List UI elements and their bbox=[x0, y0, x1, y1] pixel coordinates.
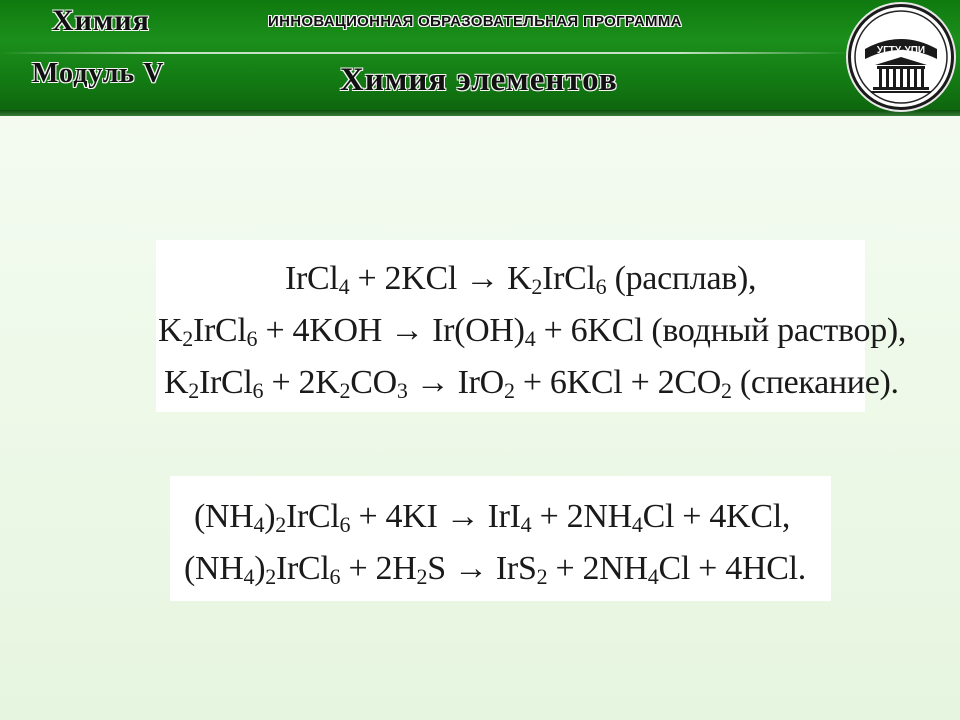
equations-panel-2 bbox=[170, 476, 831, 601]
university-building-icon bbox=[851, 7, 951, 107]
program-title: ИННОВАЦИОННАЯ ОБРАЗОВАТЕЛЬНАЯ ПРОГРАММА bbox=[268, 13, 682, 30]
equation-3: $K_2IrCl_6 + 2K_2CO_3 \to IrO_2 + 6KCl + 2CO_2$ (спекание). bbox=[164, 364, 899, 403]
equation-2: $K_2IrCl_6 + 4KOH \to Ir(OH)_4 + 6KCl$ (водный раствор), bbox=[158, 312, 907, 351]
module-title: Модуль V bbox=[32, 58, 165, 89]
subject-title: Химия bbox=[52, 4, 150, 37]
topic-title: Химия элементов bbox=[340, 62, 618, 98]
logo-text: УГТУ-УПИ bbox=[876, 45, 926, 56]
equation-4: $(NH_4)_2IrCl_6 + 4KI \to IrI_4 + 2NH_4Cl + 4KCl$, bbox=[194, 498, 791, 537]
equation-1: IrCl$_4$ + $2KCl \to K_2IrCl_6$ (расплав), bbox=[285, 260, 757, 299]
equation-5: $(NH_4)_2IrCl_6 + 2H_2S \to IrS_2 + 2NH_4Cl + 4HCl$. bbox=[184, 550, 806, 589]
university-logo bbox=[848, 4, 954, 110]
header-bottom-line bbox=[0, 110, 960, 116]
equations-panel-1 bbox=[156, 240, 907, 412]
header-divider bbox=[0, 52, 850, 54]
header-banner bbox=[0, 0, 960, 116]
